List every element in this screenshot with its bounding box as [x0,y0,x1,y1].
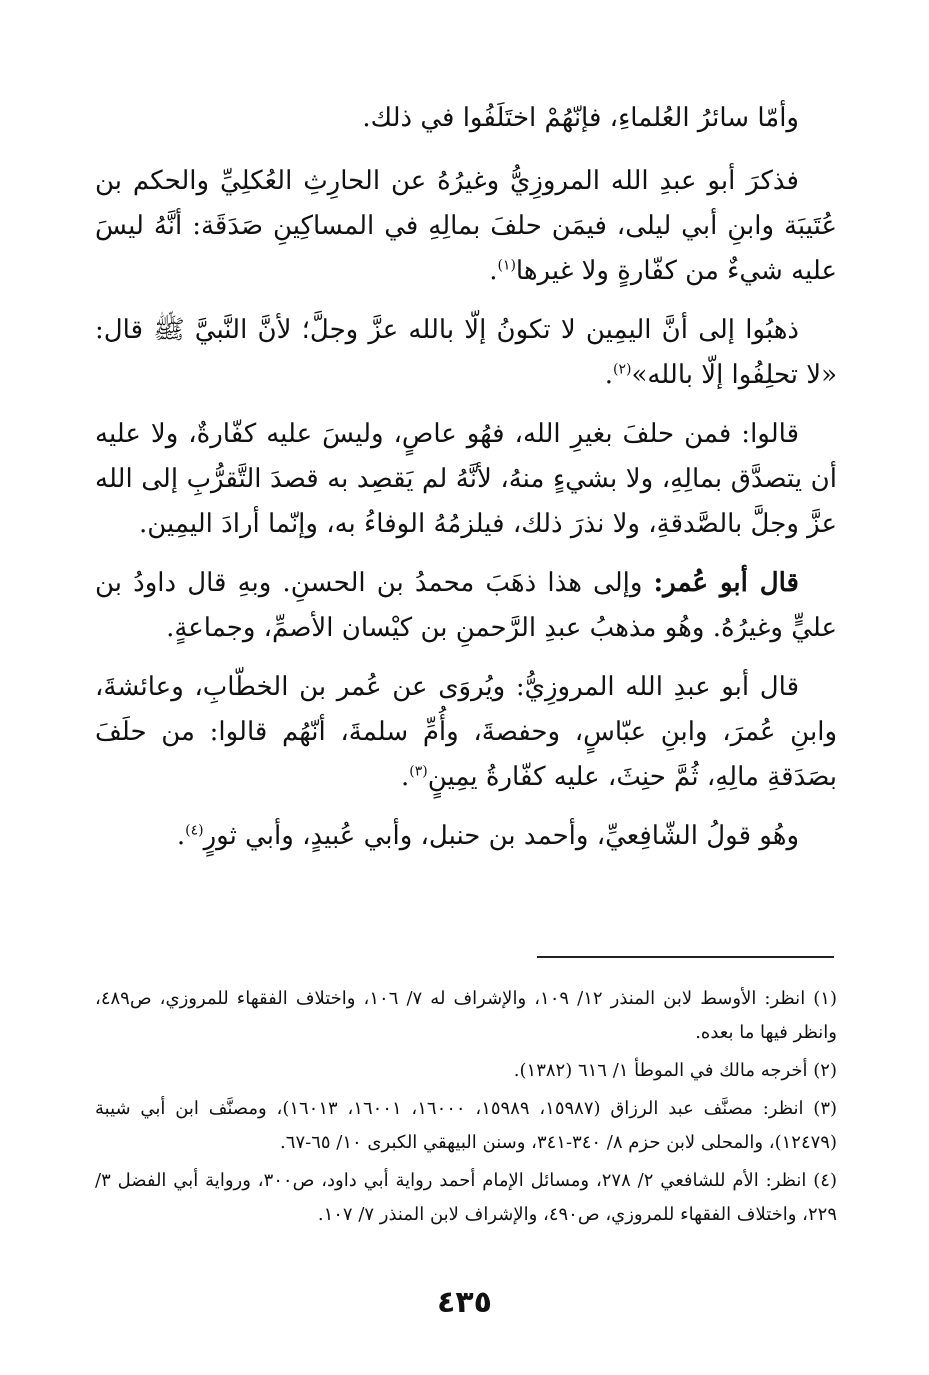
paragraph-tail: . [400,762,410,792]
paragraph [95,665,837,800]
paragraph-text: فذكرَ أبو عبدِ الله المروزِيُّ وغيرُهُ عن الحارِثِ العُكلِيِّ والحكم بن عُتَيبَة وابنِ أبي ليلى، فيمَن حلفَ بمالِهِ في المساكِينِ صَدَقَة: أنَّهُ ليسَ عليه شيءٌ من كفّارةٍ ولا غيرها [95,166,837,286]
paragraph-tail: . [489,256,498,286]
paragraph [95,561,837,651]
footnote: (٤) انظر: الأم للشافعي ٢/ ٢٧٨، ومسائل الإمام أحمد رواية أبي داود، ص٣٠٠، ورواية أبي الفضل ٣/ ٢٢٩، واختلاف الفقهاء للمروزي، ص٤٩٠، والإشراف لابن المنذر ٧/ ١٠٧. [95,1170,837,1225]
paragraph-lead: قال أبو عُمر: [653,568,799,598]
footnotes [95,982,837,1236]
paragraph [95,308,837,398]
footnote: (٣) انظر: مصنَّف عبد الرزاق (١٥٩٨٧، ١٥٩٨٩، ١٦٠٠٠، ١٦٠٠١، ١٦٠١٣)، ومصنَّف ابن أبي شيبة (١٢٤٧٩)، والمحلى لابن حزم ٨/ ٣٤٠-٣٤١، وسنن البيهقي الكبرى ١٠/ ٦٥-٦٧. [95,1098,838,1153]
footnote-marker[interactable]: (٢) [612,361,632,378]
footnote-marker[interactable]: (١) [497,257,516,274]
footnote-separator [537,956,834,958]
paragraph-text: وإلى هذا ذهَبَ محمدُ بن الحسنِ. وبهِ قال داودُ بن عليٍّ وغيرُهُ. وهُو مذهبُ عبدِ الرَّحمنِ بن كيْسان الأصمِّ، وجماعةٍ. [95,568,837,643]
paragraph [95,96,837,141]
main-text [95,96,837,873]
footnote: (٢) أخرجه مالك في الموطأ ١/ ٦١٦ (١٣٨٢). [513,1060,837,1081]
page-number: ٤٣٥ [437,1285,492,1320]
footnote-marker[interactable]: (٤) [185,822,204,839]
paragraph-text: قالوا: فمن حلفَ بغيرِ الله، فهُو عاصٍ، وليسَ عليه كفّارةٌ، ولا عليه أن يتصدَّق بمالِهِ، ولا بشيءٍ منهُ، لأنَّهُ لم يَقصِد به قصدَ التَّقرُّبِ إلى الله عزَّ وجلَّ بالصَّدقةِ، ولا نذرَ ذلك، فيلزمُهُ الوفاءُ به، وإنّما أرادَ اليمِين. [95,419,837,539]
paragraph-text: وهُو قولُ الشّافِعيِّ، وأحمد بن حنبل، وأبي عُبيدٍ، وأبي ثورٍ [203,821,799,851]
paragraph [95,814,837,859]
footnote: (١) انظر: الأوسط لابن المنذر ١٢/ ١٠٩، والإشراف له ٧/ ١٠٦، واختلاف الفقهاء للمروزي، ص٤٨٩، وانظر فيها ما بعده. [95,988,837,1043]
paragraph-text: وأمّا سائرُ العُلماءِ، فإنّهُمْ اختَلَفُوا في ذلك. [362,103,799,133]
paragraph [95,159,837,294]
footnote-marker[interactable]: (٣) [409,763,428,780]
paragraph [95,412,837,547]
paragraph-tail: . [176,821,186,851]
paragraph-text: قال أبو عبدِ الله المروزِيُّ: ويُروَى عن عُمر بن الخطّابِ، وعائشةَ، وابنِ عُمرَ، وابنِ عبّاسٍ، وحفصةَ، وأُمِّ سلمةَ، أنّهُم قالوا: من حلَفَ بصَدَقةِ مالِهِ، ثُمَّ حنِثَ، عليه كفّارةُ يمِينٍ [95,672,837,792]
paragraph-text: ذهبُوا إلى أنَّ اليمِين لا تكونُ إلّا بالله عزَّ وجلَّ؛ لأنَّ النَّبيَّ ﷺ قال: «لا تحلِفُوا إلّا بالله» [95,315,837,390]
paragraph-tail: . [604,360,613,390]
